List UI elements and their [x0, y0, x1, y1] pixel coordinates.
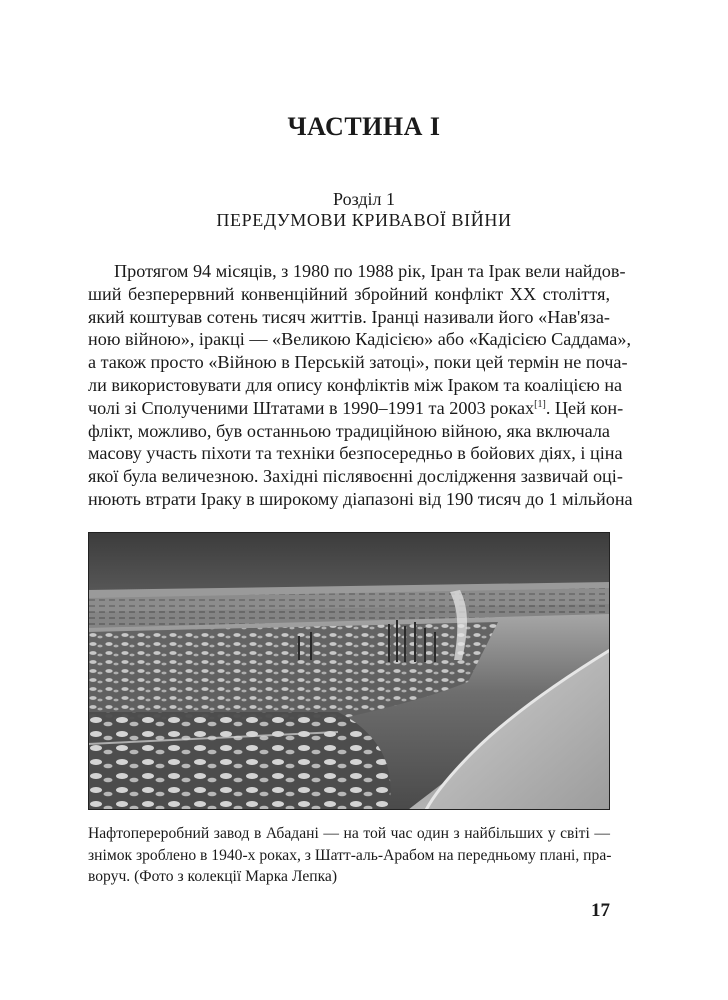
- body-line: масову участь піхоти та техніки безпосередньо в бойових діях, і ціна: [88, 443, 623, 464]
- body-line-text: чолі зі Сполученими Штатами в 1990–1991 та 2003 роках: [88, 397, 535, 418]
- body-line: нюють втрати Іраку в широкому діапазоні від 190 тисяч до 1 мільйона: [88, 488, 633, 509]
- photo-caption: [88, 823, 610, 888]
- caption-line: знімок зроблено в 1940-х роках, з Шатт-аль-Арабом на передньому плані, пра-: [88, 846, 612, 864]
- body-line: флікт, можливо, був останньою традиційною війною, яка включала: [88, 420, 610, 441]
- chapter-title: ПЕРЕДУМОВИ КРИВАВОЇ ВІЙНИ: [216, 210, 512, 230]
- body-line: а також просто «Війною в Перській затоці», поки цей термін не поча-: [88, 352, 628, 373]
- body-line-tail: . Цей кон-: [545, 397, 624, 418]
- page-number: 17: [591, 900, 610, 921]
- body-text: [88, 260, 633, 511]
- part-title: ЧАСТИНА I: [287, 112, 441, 141]
- body-line: який коштував сотень тисяч життів. Іранці називали його «Нав'яза-: [88, 306, 610, 327]
- body-line-with-footnote: [88, 397, 624, 420]
- body-line: ли використовувати для опису конфліктів між Іраком та коаліцією на: [88, 374, 623, 395]
- caption-line: Нафтопереробний завод в Абадані — на той час один з найбільших у світі —: [88, 825, 610, 842]
- body-line: Протягом 94 місяців, з 1980 по 1988 рік, Іран та Ірак вели найдов-: [114, 261, 626, 281]
- body-line: якої була величезною. Західні післявоєнні дослідження зазвичай оці-: [88, 466, 623, 487]
- body-line: ною війною», іракці — «Великою Кадісією» або «Кадісією Саддама»,: [88, 329, 632, 350]
- caption-line: воруч. (Фото з колекції Марка Лепка): [88, 868, 338, 885]
- body-line: ший безперервний конвенційний збройний конфлікт XX століття,: [88, 283, 610, 304]
- footnote-reference[interactable]: [1]: [534, 398, 546, 410]
- chapter-label: Розділ 1: [333, 189, 395, 209]
- refinery-photo: [88, 532, 610, 810]
